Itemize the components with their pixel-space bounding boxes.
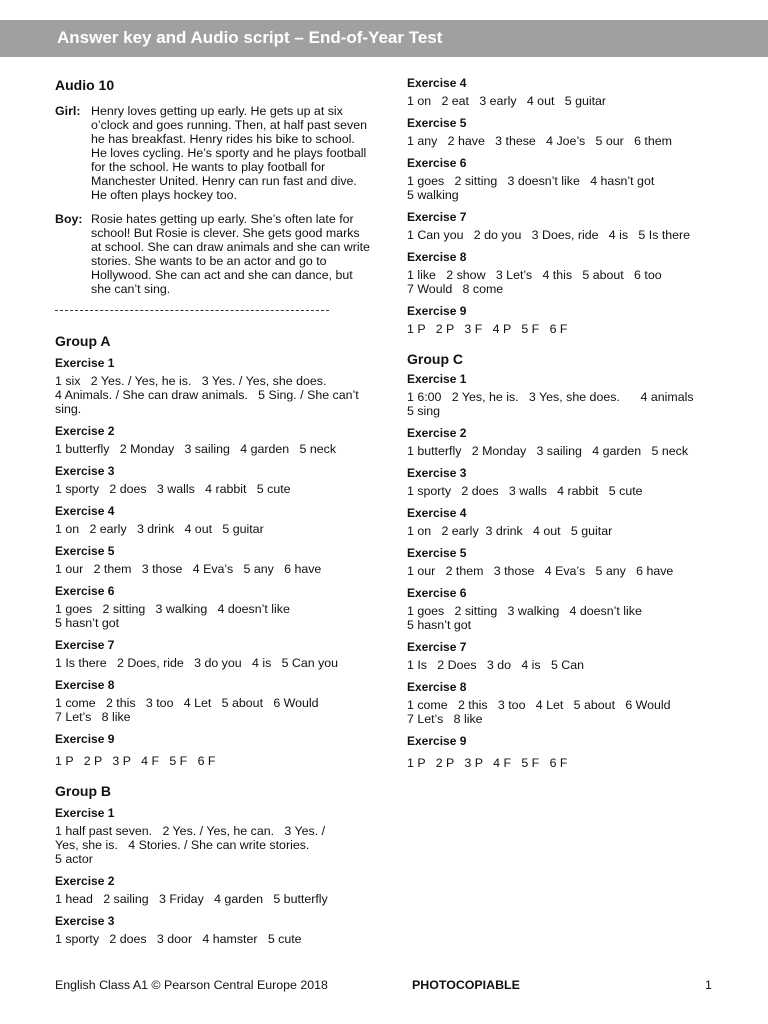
exercise-answers: 1 any 2 have 3 these 4 Joe’s 5 our 6 them bbox=[407, 134, 672, 148]
exercise-answers: 1 six 2 Yes. / Yes, he is. 3 Yes. / Yes, she does. 4 Animals. / She can draw animals. 5 Sing. / She can’t sing. bbox=[55, 374, 359, 416]
exercise-answers: 1 Is 2 Does 3 do 4 is 5 Can bbox=[407, 658, 585, 672]
exercise bbox=[407, 210, 727, 242]
exercise bbox=[407, 76, 727, 108]
exercise-title: Exercise 8 bbox=[407, 250, 467, 264]
exercise-title: Exercise 4 bbox=[407, 76, 467, 90]
exercise-title: Exercise 8 bbox=[407, 680, 467, 694]
exercise-answers: 1 come 2 this 3 too 4 Let 5 about 6 Would 7 Let’s 8 like bbox=[407, 698, 671, 726]
speaker-name: Girl: bbox=[55, 104, 81, 118]
exercise-answers: 1 come 2 this 3 too 4 Let 5 about 6 Would 7 Let’s 8 like bbox=[55, 696, 319, 724]
exercise-answers: 1 sporty 2 does 3 door 4 hamster 5 cute bbox=[55, 932, 302, 946]
exercise-answers: 1 our 2 them 3 those 4 Eva’s 5 any 6 have bbox=[55, 562, 322, 576]
exercise-answers: 1 butterfly 2 Monday 3 sailing 4 garden 5 neck bbox=[55, 442, 337, 456]
exercise bbox=[407, 734, 727, 770]
exercise-answers: 1 on 2 early 3 drink 4 out 5 guitar bbox=[55, 522, 264, 536]
exercise bbox=[55, 504, 373, 536]
exercise bbox=[407, 680, 727, 726]
exercise bbox=[407, 546, 727, 578]
exercise-title: Exercise 2 bbox=[55, 874, 115, 888]
speaker-boy bbox=[55, 212, 373, 296]
exercise bbox=[55, 874, 373, 906]
exercise-title: Exercise 3 bbox=[407, 466, 467, 480]
exercise bbox=[407, 426, 727, 458]
exercise bbox=[55, 914, 373, 946]
exercise bbox=[407, 116, 727, 148]
exercise-title: Exercise 3 bbox=[55, 464, 115, 478]
footer-copyright: English Class A1 © Pearson Central Europe 2018 bbox=[55, 978, 328, 992]
exercise-answers: 1 half past seven. 2 Yes. / Yes, he can. 3 Yes. / Yes, she is. 4 Stories. / She can write stories. 5 actor bbox=[55, 824, 326, 866]
exercise-title: Exercise 1 bbox=[55, 806, 115, 820]
exercise-answers: 1 goes 2 sitting 3 walking 4 doesn’t like 5 hasn’t got bbox=[55, 602, 290, 630]
exercise-answers: 1 like 2 show 3 Let’s 4 this 5 about 6 too 7 Would 8 come bbox=[407, 268, 662, 296]
page-number: 1 bbox=[705, 978, 712, 992]
exercise bbox=[407, 466, 727, 498]
exercise-title: Exercise 9 bbox=[407, 734, 467, 748]
exercise-answers: 1 6:00 2 Yes, he is. 3 Yes, she does. 4 animals 5 sing bbox=[407, 390, 694, 418]
speaker-text: Rosie hates getting up early. She’s often late for school! But Rosie is clever. She gets good marks at school. She can draw animals and she can write stories. She wants to be an actor and go to Hollywood. She can act and she can dance, but she can’t sing. bbox=[91, 212, 370, 296]
exercise-title: Exercise 7 bbox=[55, 638, 115, 652]
group-c bbox=[407, 350, 727, 770]
exercise bbox=[407, 372, 727, 418]
footer-photocopiable: PHOTOCOPIABLE bbox=[412, 978, 520, 992]
exercise bbox=[407, 506, 727, 538]
left-column bbox=[55, 76, 373, 954]
exercise bbox=[55, 806, 373, 866]
exercise-answers: 1 sporty 2 does 3 walls 4 rabbit 5 cute bbox=[407, 484, 643, 498]
exercise-answers: 1 goes 2 sitting 3 doesn’t like 4 hasn’t got 5 walking bbox=[407, 174, 655, 202]
exercise-title: Exercise 6 bbox=[55, 584, 115, 598]
group-title: Group C bbox=[407, 351, 463, 367]
header-bar bbox=[0, 20, 768, 57]
exercise bbox=[407, 156, 727, 202]
exercise bbox=[55, 732, 373, 768]
exercise-title: Exercise 2 bbox=[55, 424, 115, 438]
exercise-title: Exercise 5 bbox=[55, 544, 115, 558]
dashed-divider bbox=[55, 310, 329, 311]
exercise-answers: 1 head 2 sailing 3 Friday 4 garden 5 butterfly bbox=[55, 892, 328, 906]
exercise-answers: 1 P 2 P 3 P 4 F 5 F 6 F bbox=[407, 756, 568, 770]
exercise-answers: 1 goes 2 sitting 3 walking 4 doesn’t like 5 hasn’t got bbox=[407, 604, 642, 632]
exercise-answers: 1 butterfly 2 Monday 3 sailing 4 garden 5 neck bbox=[407, 444, 689, 458]
exercise bbox=[407, 304, 727, 336]
exercise-title: Exercise 4 bbox=[407, 506, 467, 520]
exercise-answers: 1 on 2 eat 3 early 4 out 5 guitar bbox=[407, 94, 607, 108]
exercise-title: Exercise 6 bbox=[407, 586, 467, 600]
exercise-answers: 1 on 2 early 3 drink 4 out 5 guitar bbox=[407, 524, 613, 538]
speaker-girl bbox=[55, 104, 373, 202]
exercise bbox=[55, 678, 373, 724]
exercise-title: Exercise 7 bbox=[407, 640, 467, 654]
exercise bbox=[407, 586, 727, 632]
exercise-answers: 1 P 2 P 3 P 4 F 5 F 6 F bbox=[55, 754, 216, 768]
audio-title: Audio 10 bbox=[55, 77, 115, 93]
right-column bbox=[407, 76, 727, 778]
exercise-title: Exercise 9 bbox=[407, 304, 467, 318]
exercise bbox=[55, 464, 373, 496]
group-a bbox=[55, 332, 373, 768]
page-title: Answer key and Audio script – End-of-Year Test bbox=[57, 28, 443, 47]
exercise-title: Exercise 5 bbox=[407, 116, 467, 130]
exercise bbox=[55, 638, 373, 670]
exercise-title: Exercise 3 bbox=[55, 914, 115, 928]
exercise-title: Exercise 2 bbox=[407, 426, 467, 440]
exercise bbox=[55, 584, 373, 630]
group-b-continued bbox=[407, 76, 727, 336]
exercise-title: Exercise 1 bbox=[407, 372, 467, 386]
group-b bbox=[55, 782, 373, 946]
exercise-title: Exercise 6 bbox=[407, 156, 467, 170]
speaker-text: Henry loves getting up early. He gets up at six o’clock and goes running. Then, at half past seven he has breakfast. Henry rides his bike to school. He loves cycling. He’s sporty and he plays football for the school. He wants to play football for Manchester United. Henry can run fast and dive. He often plays hockey too. bbox=[91, 104, 367, 202]
exercise-title: Exercise 8 bbox=[55, 678, 115, 692]
exercise bbox=[407, 640, 727, 672]
speaker-name: Boy: bbox=[55, 212, 83, 226]
exercise-answers: 1 Can you 2 do you 3 Does, ride 4 is 5 Is there bbox=[407, 228, 691, 242]
exercise-answers: 1 sporty 2 does 3 walls 4 rabbit 5 cute bbox=[55, 482, 291, 496]
exercise-answers: 1 our 2 them 3 those 4 Eva’s 5 any 6 have bbox=[407, 564, 674, 578]
exercise bbox=[55, 356, 373, 416]
exercise bbox=[55, 424, 373, 456]
exercise-title: Exercise 4 bbox=[55, 504, 115, 518]
exercise-title: Exercise 1 bbox=[55, 356, 115, 370]
group-title: Group A bbox=[55, 333, 111, 349]
exercise-title: Exercise 7 bbox=[407, 210, 467, 224]
exercise-title: Exercise 9 bbox=[55, 732, 115, 746]
exercise-title: Exercise 5 bbox=[407, 546, 467, 560]
exercise bbox=[55, 544, 373, 576]
exercise-answers: 1 P 2 P 3 F 4 P 5 F 6 F bbox=[407, 322, 568, 336]
exercise bbox=[407, 250, 727, 296]
group-title: Group B bbox=[55, 783, 111, 799]
exercise-answers: 1 Is there 2 Does, ride 3 do you 4 is 5 Can you bbox=[55, 656, 339, 670]
